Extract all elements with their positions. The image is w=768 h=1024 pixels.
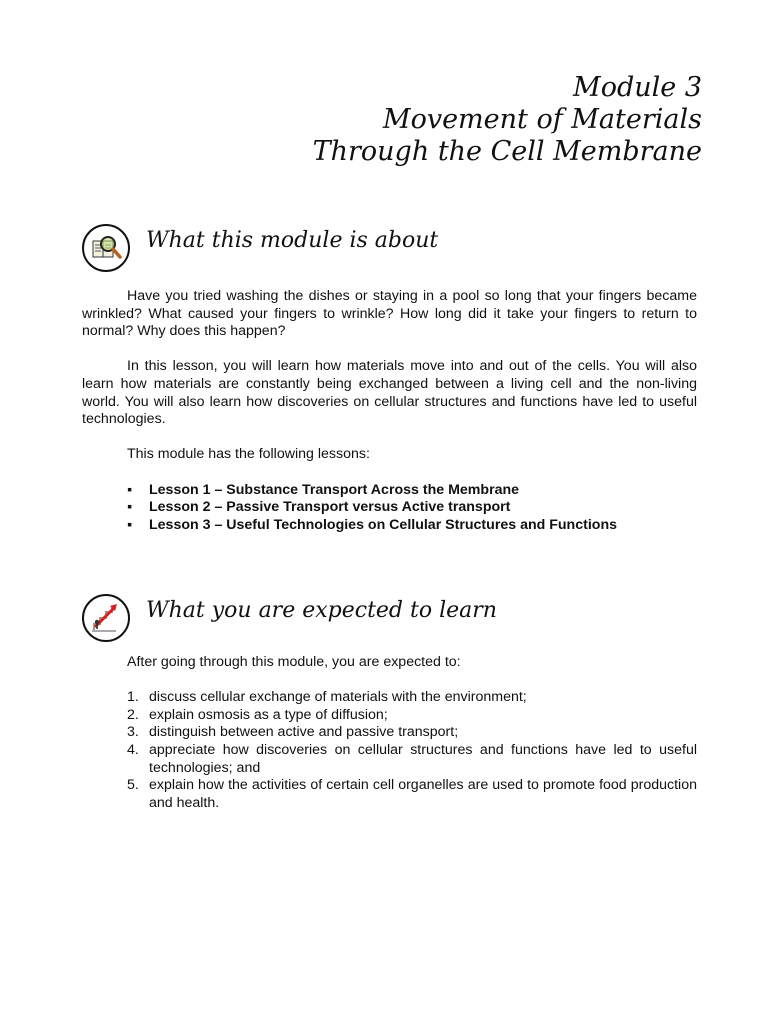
list-item: 4. appreciate how discoveries on cellular structures and functions have led to useful technologies; and (127, 741, 697, 776)
learn-intro: After going through this module, you are expected to: (127, 654, 461, 670)
reading-magnifier-icon (82, 224, 130, 272)
objectives-list (127, 689, 697, 812)
list-item: ▪ Lesson 2 – Passive Transport versus Active transport (127, 499, 697, 517)
about-section-header (82, 224, 722, 284)
learn-heading: What you are expected to learn (146, 598, 497, 623)
lessons-intro: This module has the following lessons: (127, 446, 370, 463)
list-item: 1. discuss cellular exchange of materials with the environment; (127, 689, 527, 706)
about-heading: What this module is about (146, 228, 439, 253)
stairs-arrow-icon (82, 594, 130, 642)
list-item: 3. distinguish between active and passive transport; (127, 724, 459, 741)
list-item: ▪ Lesson 3 – Useful Technologies on Cellular Structures and Functions (127, 517, 697, 535)
module-number: Module 3 (573, 72, 702, 103)
lessons-list (127, 482, 697, 535)
about-paragraph-1: Have you tried washing the dishes or staying in a pool so long that your fingers became wrinkled? What caused your fingers to wrinkle? How long did it take your fingers to return to normal? Why does this happen? (82, 288, 697, 340)
about-body (82, 288, 697, 534)
module-title-line-2: Through the Cell Membrane (312, 136, 702, 167)
module-title-line-1: Movement of Materials (382, 104, 702, 135)
about-paragraph-2: In this lesson, you will learn how materials move into and out of the cells. You will also learn how materials are constantly being exchanged between a living cell and the non-living world. You will also learn how discoveries on cellular structures and functions have led to useful technologies. (82, 358, 697, 428)
list-item: ▪ Lesson 1 – Substance Transport Across the Membrane (127, 482, 697, 500)
list-item: 2. explain osmosis as a type of diffusion; (127, 706, 388, 723)
list-item: 5. explain how the activities of certain cell organelles are used to promote food production and health. (127, 777, 697, 811)
learn-section-header (82, 594, 722, 654)
module-title (313, 72, 702, 168)
learn-body (82, 654, 697, 812)
